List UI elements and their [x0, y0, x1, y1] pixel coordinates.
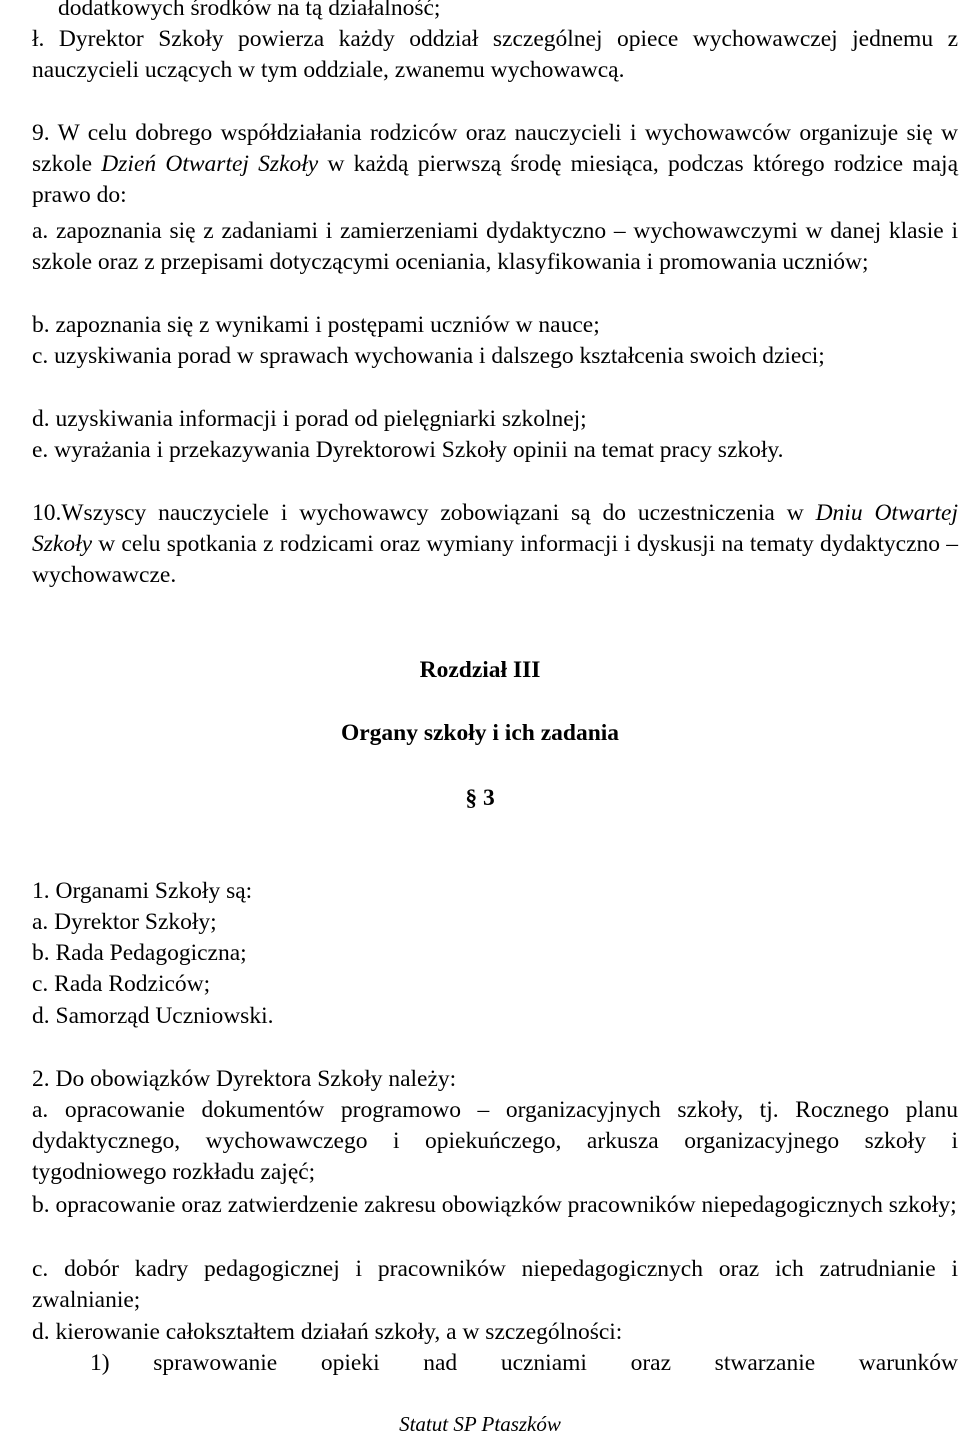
- item-9-b: b. zapoznania się z wynikami i postępami uczniów w nauce;: [32, 312, 600, 338]
- item-9-e: e. wyrażania i przekazywania Dyrektorowi Szkoły opinii na temat pracy szkoły.: [32, 437, 784, 463]
- item-10-b: w celu spotkania z rodzicami oraz wymiany informacji i dyskusji na tematy dydaktyczno – wychowawcze.: [32, 531, 958, 588]
- s2-c: c. dobór kadry pedagogicznej i pracowników niepedagogicznych oraz ich zatrudnianie i zwalnianie;: [32, 1256, 958, 1313]
- chapter-title: Rozdział III: [419, 657, 541, 683]
- s2-a: a. opracowanie dokumentów programowo – organizacyjnych szkoły, tj. Rocznego planu dydaktycznego, wychowawczego i opiekuńczego, arkusza organizacyjnego szkoły i tygodniowego rozkładu zajęć;: [32, 1097, 958, 1185]
- carryover-line: dodatkowych środków na tą działalność;: [58, 0, 441, 21]
- item-9-intro-a: 9. W celu dobrego współdziałania rodziców oraz nauczycieli i wychowawców organizuje się w szkole: [32, 120, 958, 177]
- s1-b: b. Rada Pedagogiczna;: [32, 940, 247, 966]
- s2-d: d. kierowanie całokształtem działań szkoły, a w szczególności:: [32, 1319, 623, 1345]
- item-l: ł. Dyrektor Szkoły powierza każdy oddział szczególnej opiece wychowawczej jednemu z nauczycieli uczących w tym oddziale, zwanemu wychowawcą.: [32, 26, 958, 83]
- item-10-em: Dniu Otwartej Szkoły: [32, 500, 959, 557]
- item-10-a: 10.Wszyscy nauczyciele i wychowawcy zobowiązani są do uczestniczenia w: [32, 500, 816, 526]
- s1-c: c. Rada Rodziców;: [32, 971, 211, 997]
- item-9-d: d. uzyskiwania informacji i porad od pielęgniarki szkolnej;: [32, 406, 587, 432]
- item-9-intro-em: Dzień Otwartej Szkoły: [101, 151, 319, 177]
- s2-d-1: 1) sprawowanie opieki nad uczniami oraz stwarzanie warunków: [90, 1350, 958, 1376]
- chapter-subtitle: Organy szkoły i ich zadania: [340, 720, 620, 746]
- s1-d: d. Samorząd Uczniowski.: [32, 1003, 274, 1029]
- section-number: § 3: [465, 785, 495, 811]
- item-10: [32, 498, 958, 591]
- s2-head: 2. Do obowiązków Dyrektora Szkoły należy:: [32, 1066, 457, 1092]
- item-9: [32, 118, 958, 211]
- item-9-a: a. zapoznania się z zadaniami i zamierzeniami dydaktyczno – wychowawczymi w danej klasie i szkole oraz z przepisami dotyczącymi oceniania, klasyfikowania i promowania uczniów;: [32, 218, 958, 275]
- s1-a: a. Dyrektor Szkoły;: [32, 909, 217, 935]
- s1-head: 1. Organami Szkoły są:: [32, 878, 253, 904]
- item-9-intro-b: w każdą pierwszą środę miesiąca, podczas którego rodzice mają prawo do:: [32, 151, 958, 208]
- item-9-c: c. uzyskiwania porad w sprawach wychowania i dalszego kształcenia swoich dzieci;: [32, 343, 825, 369]
- page-footer: Statut SP Ptaszków: [399, 1412, 561, 1436]
- s2-b: b. opracowanie oraz zatwierdzenie zakresu obowiązków pracowników niepedagogicznych szkoły;: [32, 1192, 957, 1218]
